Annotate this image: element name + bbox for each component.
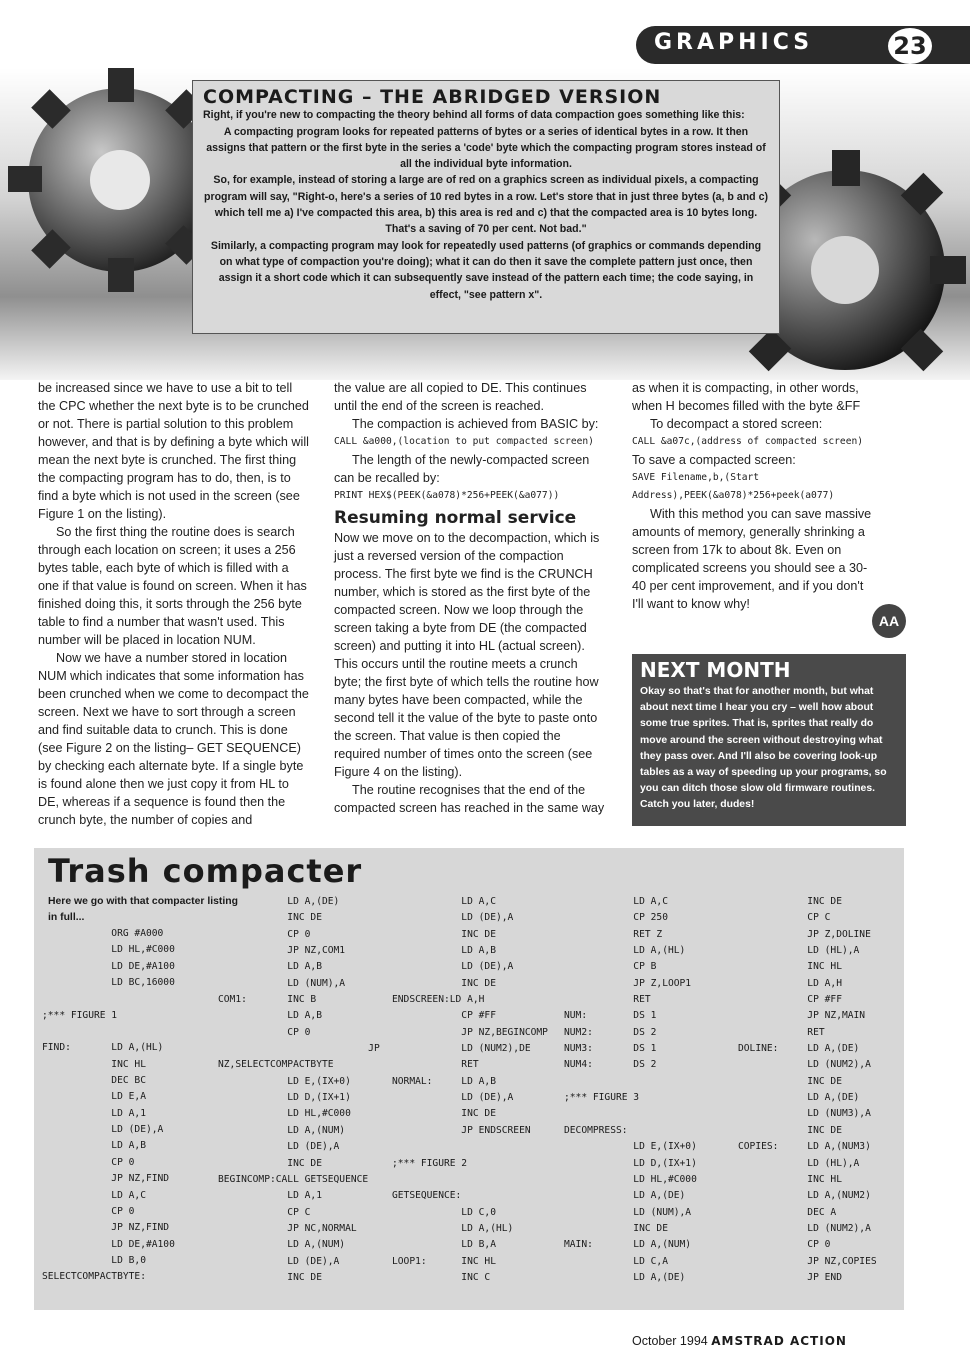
body-paragraph: as when it is compacting, in other words, when H becomes filled with the byte &FF xyxy=(632,381,861,413)
next-month-title: NEXT MONTH xyxy=(640,658,791,682)
listing-column-4: LD A,C CP 250 RET Z LD A,(HL) CP B JP Z,LOOP1 RET NUM: DS 1 NUM2: DS 2 NUM3: DS 1 NUM4: DS 2 ;*** FIGURE 3 DECOMPRESS: LD E,(IX+0) LD D,(IX+1) LD HL,#C000 LD A,(DE) LD (NUM),A INC DE MAIN: LD A,(NUM) LD C,A LD A,(DE) xyxy=(564,896,697,1283)
listing-title: Trash compacter xyxy=(48,852,363,890)
listing-column-5: INC DE CP C JP Z,DOLINE LD (HL),A INC HL LD A,H CP #FF JP NZ,MAIN RET DOLINE: LD A,(DE) LD (NUM2),A INC DE LD A,(DE) LD (NUM3),A INC DE COPIES: LD A,(NUM3) LD (HL),A INC HL LD A,(NUM2) DEC A LD (NUM2),A CP 0 JP NZ,COPIES JP END xyxy=(738,896,877,1283)
sidebar-paragraph: Similarly, a compacting program may look for repeatedly used patterns (of graphics or commands depending on what type of compaction you're doing); what it can do then it save the complete pattern just once, then assign it a short code which it can subsequently save instead of the pattern each time; the code saying, in effect, "see pattern x". xyxy=(210,239,762,301)
footer-brand: AMSTRAD ACTION xyxy=(711,1334,847,1348)
body-paragraph: The routine recognises that the end of the compacted screen has reached in the same way xyxy=(334,783,605,815)
body-paragraph: With this method you can save massive amounts of memory, generally shrinking a screen from 17k to about 8k. Even on complicated screens you should see a 30-40 per cent improvement, and if you don't I'll want to know why! xyxy=(632,507,872,611)
article-column-1 xyxy=(38,379,310,829)
page-number: 23 xyxy=(888,28,932,64)
listing-column-3: LD A,C LD (DE),A INC DE LD A,B LD (DE),A INC DE ENDSCREEN:LD A,H CP #FF JP NZ,BEGINCOMP LD (NUM2),DE RET NORMAL: LD A,B LD (DE),A INC DE JP ENDSCREEN ;*** FIGURE 2 GETSEQUENCE: LD C,0 LD A,(HL) LD B,A LOOP1: INC HL INC C xyxy=(392,896,548,1283)
sidebar-paragraph: A compacting program looks for repeated patterns of bytes or a series of identical bytes in a row. It then assigns that pattern or the first byte in the series a 'code' byte which the compacting program stores instead of all the individual byte information. xyxy=(206,125,766,171)
code-line: CALL &a07c,(address of compacted screen) xyxy=(632,436,864,447)
body-paragraph: Now we have a number stored in location NUM which indicates that some information has been crunched when we come to decompact the screen. Next we have to sort through a screen and find suitable data to crunch. This is done (see Figure 2 on the listing– GET SEQUENCE) by checking each alternate byte. If a single byte is found alone then we just copy it from HL to DE, whereas if a sequence is found then the crunch byte, the number of copies and xyxy=(38,651,309,827)
code-line: CALL &a000,(location to put compacted screen) xyxy=(334,436,594,447)
listing-column-1: ORG #A000 LD HL,#C000 LD DE,#A100 LD BC,16000 ;*** FIGURE 1 FIND: LD A,(HL) INC HL DEC BC LD E,A LD A,1 LD (DE),A LD A,B CP 0 JP NZ,FIND LD A,C CP 0 JP NZ,FIND LD DE,#A100 LD B,0 SELECTCOMPACTBYTE: xyxy=(42,928,175,1283)
sidebar-box xyxy=(192,80,780,334)
page-footer xyxy=(632,1334,847,1348)
code-line: PRINT HEX$(PEEK(&a078)*256+PEEK(&a077)) xyxy=(334,490,560,501)
body-paragraph: So the first thing the routine does is search through each location on screen; it uses a 256 bytes table, each byte of which is filled with a one if that value is found on screen. When it has finished doing this, it sorts through the 256 byte table to find a number that wasn't used. This number will be placed in location NUM. xyxy=(38,525,307,647)
subheading: Resuming normal service xyxy=(334,508,577,528)
header-bar-end xyxy=(936,26,970,64)
body-paragraph: To decompact a stored screen: xyxy=(650,417,823,431)
body-paragraph: To save a compacted screen: xyxy=(632,453,796,467)
sidebar-title: COMPACTING – THE ABRIDGED VERSION xyxy=(203,86,662,108)
body-paragraph: The length of the newly-compacted screen can be recalled by: xyxy=(334,453,590,485)
sidebar-paragraph: So, for example, instead of storing a large are of red on a graphics screen as individual pixels, a compacting program will say, "Right-o, here's a series of 10 red bytes in a row. Let's store that in just three bytes (a, b and c) which tell me a) I've compacted this area, b) this area is red and c) that the compacted area is 10 bytes long. That's a saving of 70 per cent. Not bad." xyxy=(203,174,769,236)
body-paragraph: The compaction is achieved from BASIC by: xyxy=(352,417,599,431)
article-column-2 xyxy=(334,379,606,817)
section-title: GRAPHICS xyxy=(654,30,814,55)
sidebar-paragraph: Right, if you're new to compacting the theory behind all forms of data compaction goes something like this: xyxy=(203,109,745,122)
body-paragraph: the value are all copied to DE. This continues until the end of the screen is reached. xyxy=(334,381,587,413)
code-listing-box xyxy=(34,848,904,1310)
listing-column-2: LD A,(DE) INC DE CP 0 JP NZ,COM1 LD A,B LD (NUM),A COM1: INC B LD A,B CP 0 JP NZ,SELECTCOMPACTBYTE LD E,(IX+0) LD D,(IX+1) LD HL,#C000 LD A,(NUM) LD (DE),A INC DE BEGINCOMP:CALL GETSEQUENCE LD A,1 CP C JP NC,NORMAL LD A,(NUM) LD (DE),A INC DE xyxy=(218,896,380,1283)
article-column-3 xyxy=(632,379,872,613)
body-paragraph: Now we move on to the decompaction, which is just a reversed version of the compaction process. The first byte we find is the CRUNCH number, which is stored as the first byte of the compacted screen. Now we loop through the screen taking a byte from DE (the compacted screen) and putting it into HL (actual screen). This occurs until the routine meets a crunch byte; the first byte of which tells the routine how many bytes have been compacted, while the second tell it the value of the byte to paste onto the screen. That value is then copied the required number of times onto the screen (see Figure 4 on the listing). xyxy=(334,531,600,779)
next-month-box xyxy=(632,654,906,826)
code-line: SAVE Filename,b,(Start Address),PEEK(&a078)*256+peek(a077) xyxy=(632,472,835,501)
listing-intro: Here we go with that compacter listing in full... xyxy=(48,896,238,924)
next-month-text: Okay so that's that for another month, but what about next time I hear you cry – well how about some true sprites. That is, sprites that really do move around the screen without destroying what they pass over. And I'll also be covering look-up tables as a way of speeding up your programs, so you can ditch those slow old firmware routines. Catch you later, dudes! xyxy=(640,686,887,811)
amstrad-action-logo-icon: AA xyxy=(872,604,906,638)
footer-date: October 1994 xyxy=(632,1334,708,1348)
body-paragraph: be increased since we have to use a bit to tell the CPC whether the next byte is to be crunched or not. There is partial solution to this problem however, and that is by defining a byte which will mean the next byte is crunched. The first thing the compacting program has to do, then, is to find a byte which is not used in the screen (see Figure 1 on the listing). xyxy=(38,381,309,521)
